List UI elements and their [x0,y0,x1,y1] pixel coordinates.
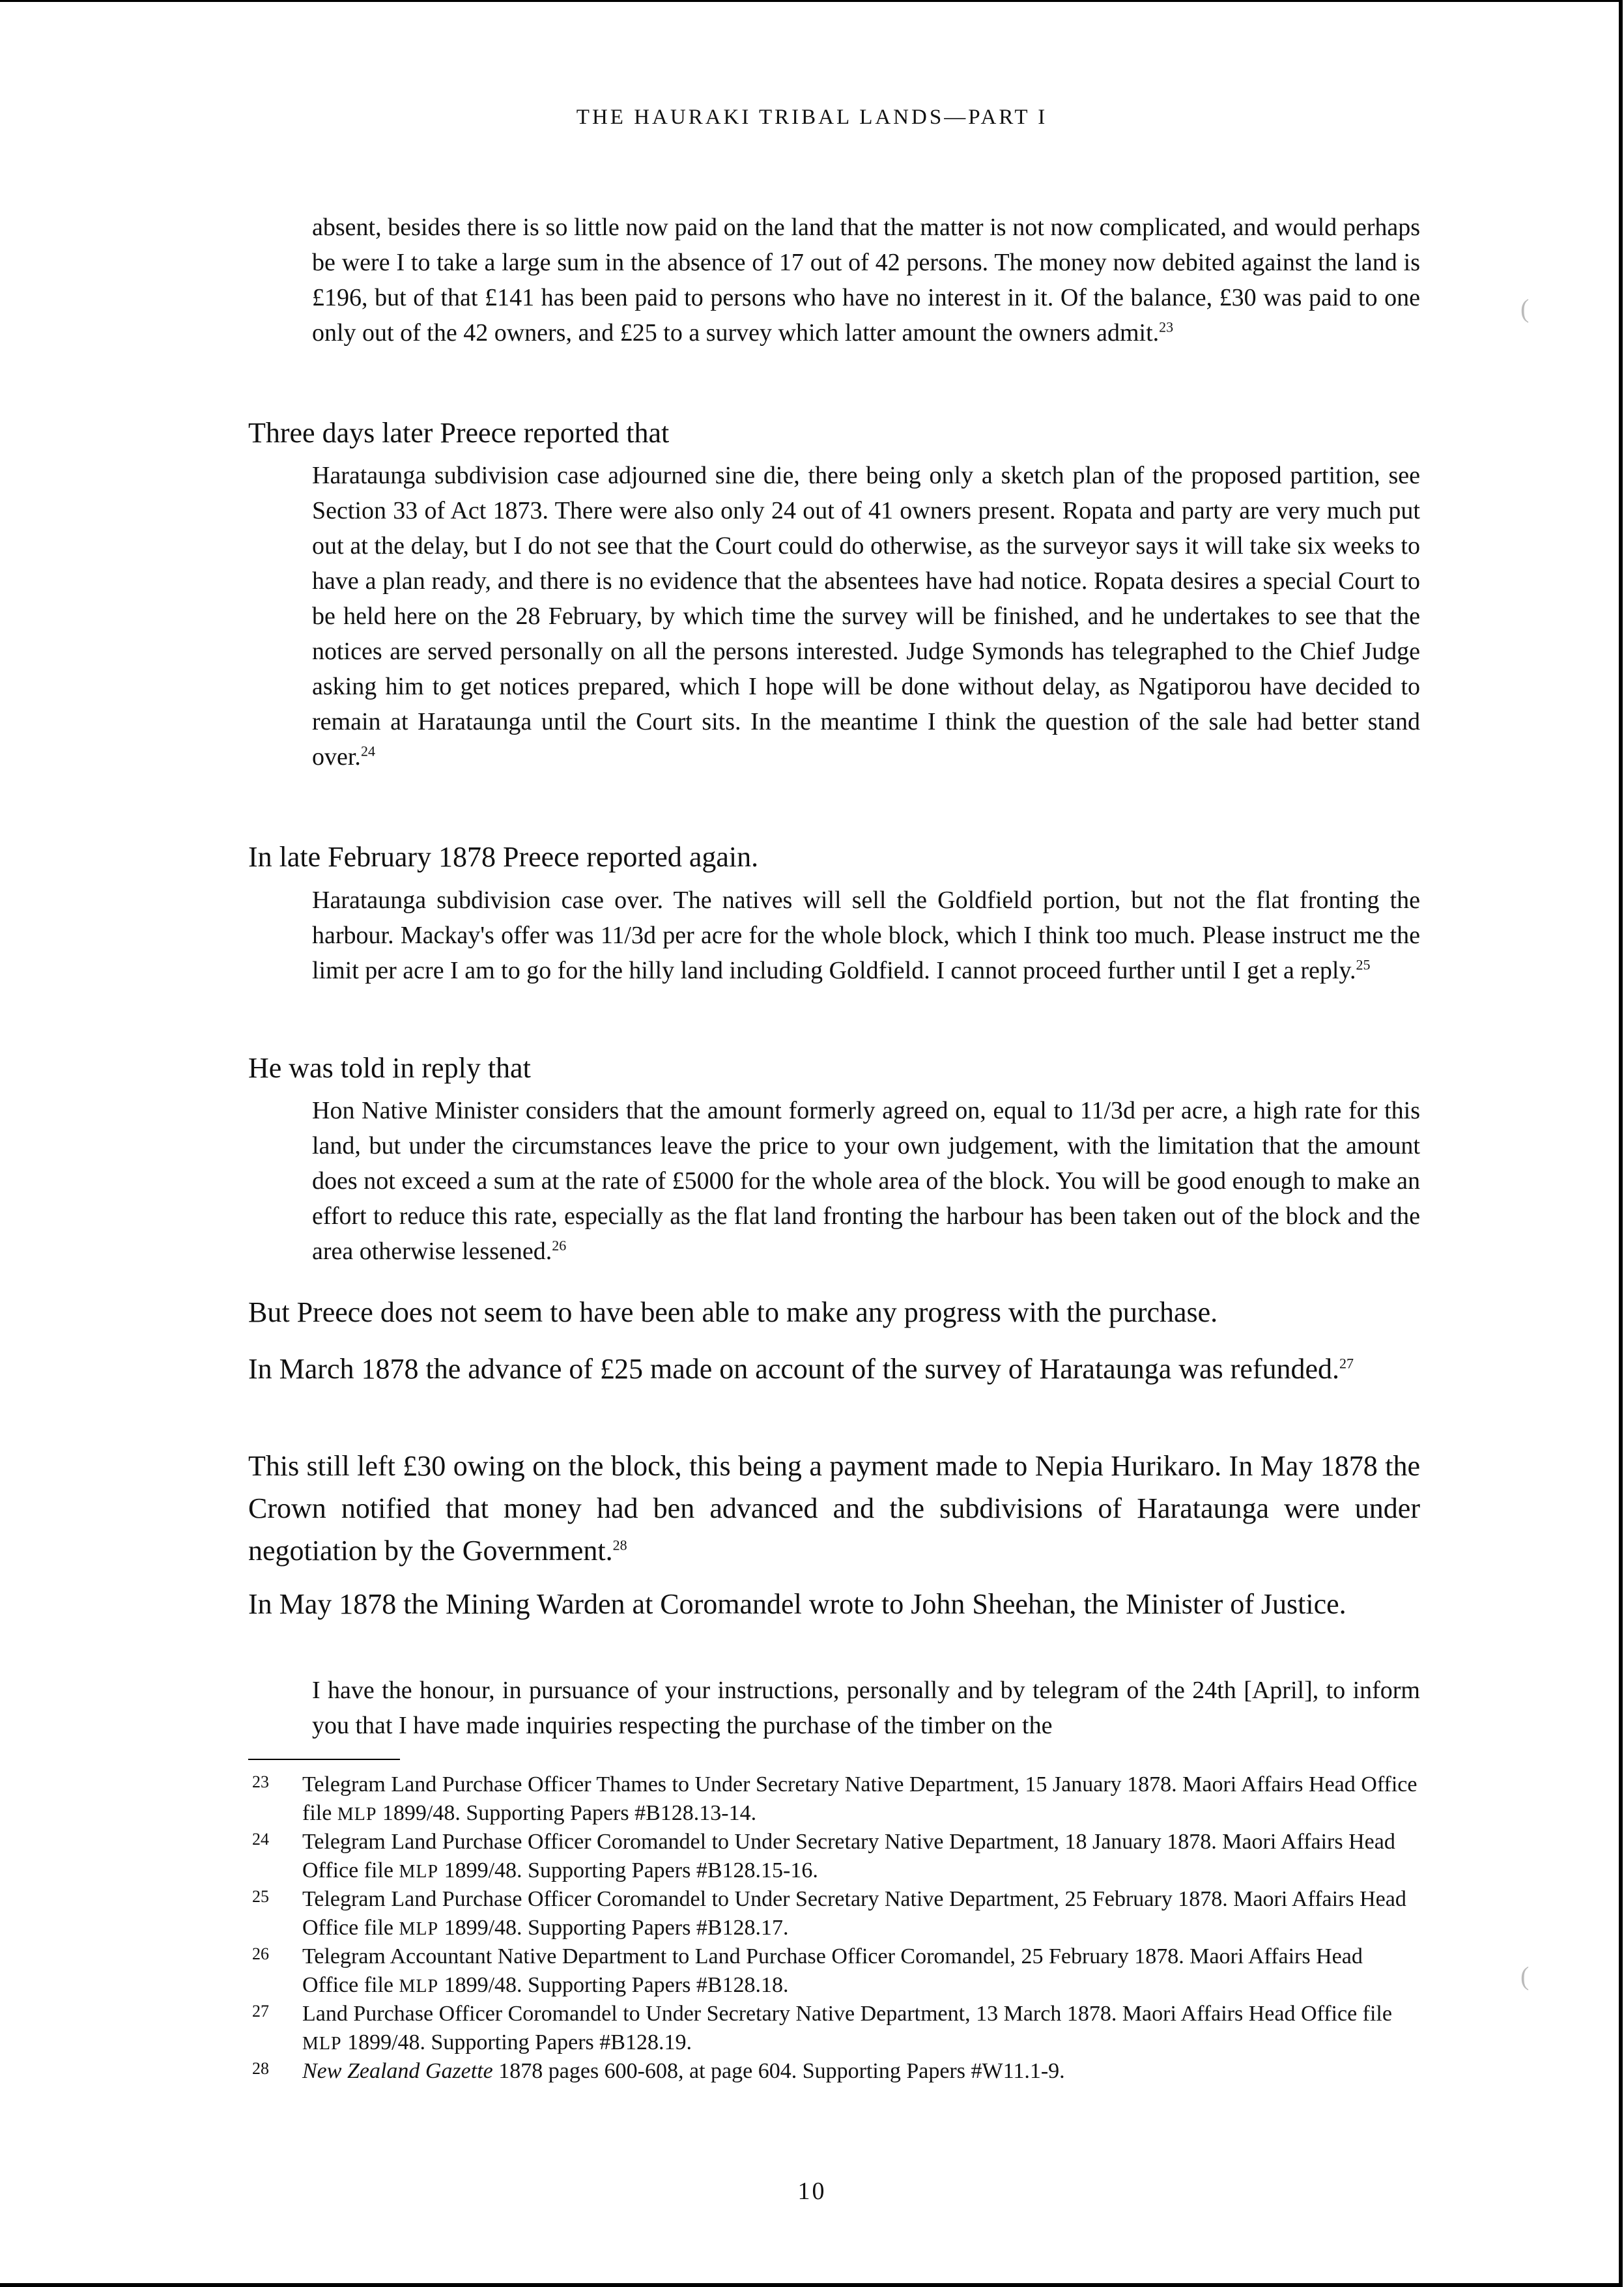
footnote-ref-26[interactable]: 26 [552,1237,567,1254]
footnote-27: 27 Land Purchase Officer Coromandel to Under Secretary Native Department, 13 March 1878. Maori Affairs Head Office file MLP 1899/48. Supporting Papers #B128.19. [248,2000,1420,2058]
footnote-number: 25 [252,1887,269,1906]
body-paragraph-5: In March 1878 the advance of £25 made on account of the survey of Harataunga was refunded.$^{27}$ [248,1353,1354,1385]
footnote-ref-24[interactable]: 24 [360,743,375,760]
footnote-23: 23 Telegram Land Purchase Officer Thames to Under Secretary Native Department, 15 January 1878. Maori Affairs Head Office file MLP 1899/48. Supporting Papers #B128.13-14. [248,1770,1420,1829]
footnote-ref-25[interactable]: 25 [1356,956,1371,973]
quote-block-5: I have the honour, in pursuance of your instructions, personally and by telegram of the 24th [April], to inform you that I have made inquiries respecting the purchase of the timber on the [312,1677,1420,1739]
body-paragraph-6: This still left £30 owing on the block, this being a payment made to Nepia Hurikaro. In May 1878 the Crown notified that money had ben advanced and the subdivisions of Harataunga were under negotiation by the Government.$^{28}$ [248,1450,1420,1567]
scan-mark: ( [1520,294,1530,323]
footnote-number: 23 [252,1772,269,1791]
running-head: THE HAURAKI TRIBAL LANDS—PART I [576,106,1048,129]
footnote-26: 26 Telegram Accountant Native Department to Land Purchase Officer Coromandel, 25 February 1878. Maori Affairs Head Office file MLP 1899/48. Supporting Papers #B128.18. [248,1942,1420,2001]
footnote-number: 26 [252,1944,269,1963]
body-paragraph-1: Three days later Preece reported that [248,417,670,449]
body-paragraph-4: But Preece does not seem to have been able to make any progress with the purchase. [248,1296,1218,1328]
quote-block-2: Harataunga subdivision case adjourned sine die, there being only a sketch plan of the proposed partition, see Section 33 of Act 1873. There were also only 24 out of 41 owners present. Ropata and party are very much put out at the delay, but I do not see that the Court could do otherwise, as the surveyor says it will take six weeks to have a plan ready, and there is no evidence that the absentees have had notice. Ropata desires a special Court to be held here on the 28 February, by which time the survey will be finished, and he undertakes to see that the notices are served personally on all the persons interested. Judge Symonds has telegraphed to the Chief Judge asking him to get notices prepared, which I hope will be done without delay, as Ngatiporou have decided to remain at Harataunga until the Court sits. In the meantime I think the question of the sale had better stand over.$^{24}$ [312,462,1420,771]
footnote-28: 28 New Zealand Gazette 1878 pages 600-608, at page 604. Supporting Papers #W11.1-9. [248,2057,1420,2087]
footnote-ref-28[interactable]: 28 [612,1537,627,1554]
footnote-number: 24 [252,1830,269,1849]
footnote-25: 25 Telegram Land Purchase Officer Coromandel to Under Secretary Native Department, 25 February 1878. Maori Affairs Head Office file MLP 1899/48. Supporting Papers #B128.17. [248,1885,1420,1944]
body-paragraph-3: He was told in reply that [248,1052,531,1084]
quote-block-1: absent, besides there is so little now paid on the land that the matter is not now complicated, and would perhaps be were I to take a large sum in the absence of 17 out of 42 persons. The money now debited against the land is £196, but of that £141 has been paid to persons who have no interest in it. Of the balance, £30 was paid to one only out of the 42 owners, and £25 to a survey which latter amount the owners admit.$^{23}$ [312,214,1420,347]
quote-block-3: Harataunga subdivision case over. The natives will sell the Goldfield portion, but not the flat fronting the harbour. Mackay's offer was 11/3d per acre for the whole block, which I think too much. Please instruct me the limit per acre I am to go for the hilly land including Goldfield. I cannot proceed further until I get a reply.$^{25}$ [312,887,1420,984]
scan-mark: ( [1520,1961,1530,1991]
footnote-rule [248,1759,400,1760]
footnote-number: 27 [252,2002,269,2021]
quote-block-4: Hon Native Minister considers that the amount formerly agreed on, equal to 11/3d per acre, a high rate for this land, but under the circumstances leave the price to your own judgement, with the limitation that the amount does not exceed a sum at the rate of £5000 for the whole area of the block. You will be good enough to make an effort to reduce this rate, especially as the flat land fronting the harbour has been taken out of the block and the area otherwise lessened.$^{26}$ [312,1097,1420,1265]
body-paragraph-7: In May 1878 the Mining Warden at Coromandel wrote to John Sheehan, the Minister of Justice. [248,1588,1346,1620]
page-number: 10 [797,2178,827,2205]
footnote-24: 24 Telegram Land Purchase Officer Coromandel to Under Secretary Native Department, 18 January 1878. Maori Affairs Head Office file MLP 1899/48. Supporting Papers #B128.15-16. [248,1828,1420,1886]
footnote-number: 28 [252,2059,269,2078]
footnote-ref-27[interactable]: 27 [1339,1355,1354,1372]
footnote-ref-23[interactable]: 23 [1159,319,1174,335]
body-paragraph-2: In late February 1878 Preece reported again. [248,841,759,873]
